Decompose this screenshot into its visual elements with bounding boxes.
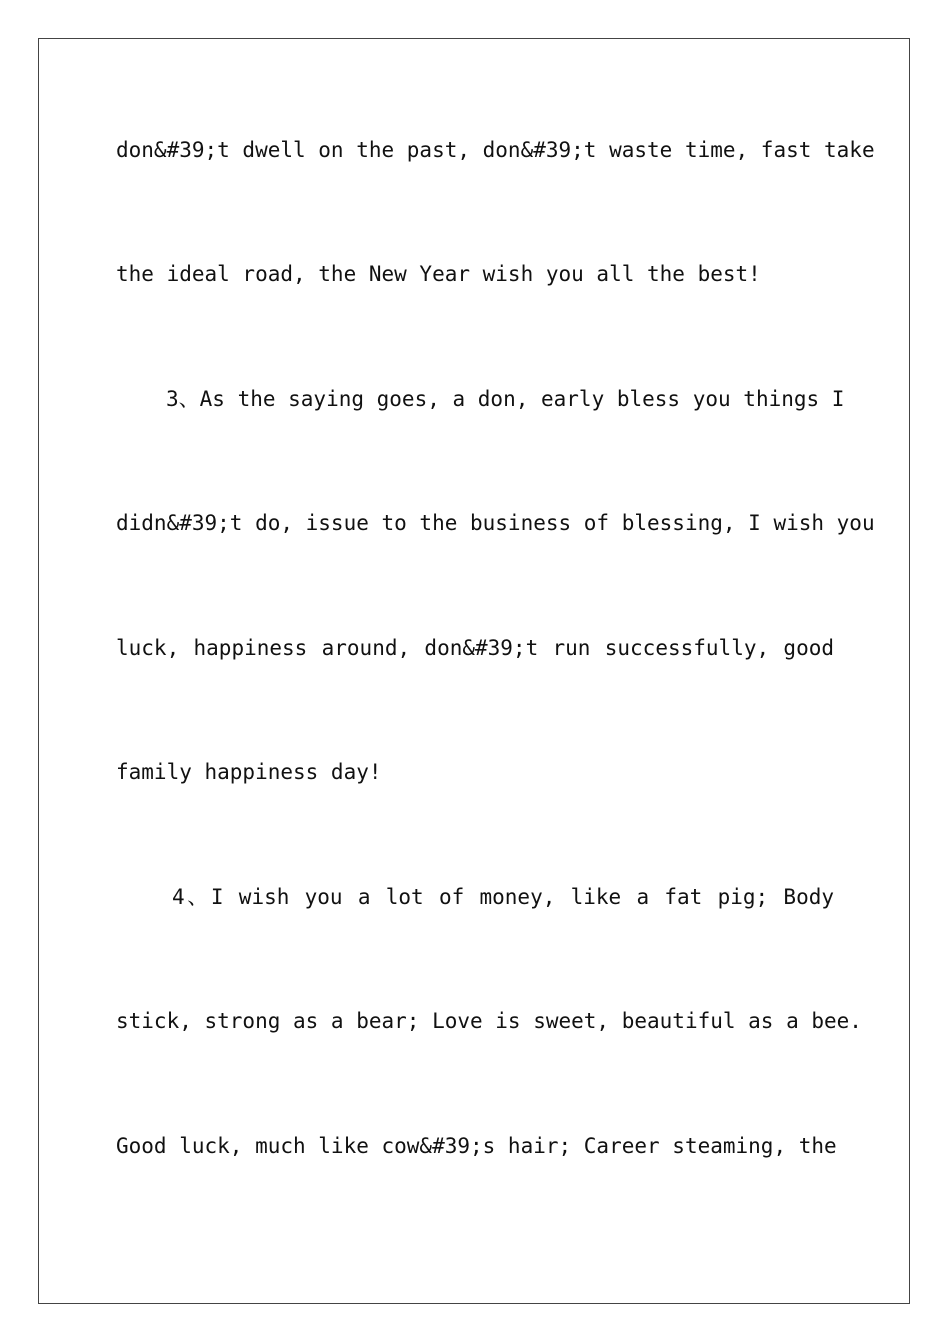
text-line-6: family happiness day! — [116, 760, 382, 784]
text-line-4: didn&#39;t do, issue to the business of blessing, I wish you — [116, 511, 875, 535]
text-line-3-item-3: 3、As the saying goes, a don, early bless you things I — [166, 387, 845, 411]
text-line-9: Good luck, much like cow&#39;s hair; Career steaming, the — [116, 1134, 837, 1158]
page-frame — [38, 38, 910, 1304]
text-line-7-item-4: 4、I wish you a lot of money, like a fat pig; Body — [172, 885, 834, 909]
text-line-5: luck, happiness around, don&#39;t run successfully, good — [116, 636, 834, 660]
text-line-2: the ideal road, the New Year wish you all the best! — [116, 262, 761, 286]
text-line-1: don&#39;t dwell on the past, don&#39;t waste time, fast take — [116, 138, 875, 162]
text-line-8: stick, strong as a bear; Love is sweet, beautiful as a bee. — [116, 1009, 862, 1033]
